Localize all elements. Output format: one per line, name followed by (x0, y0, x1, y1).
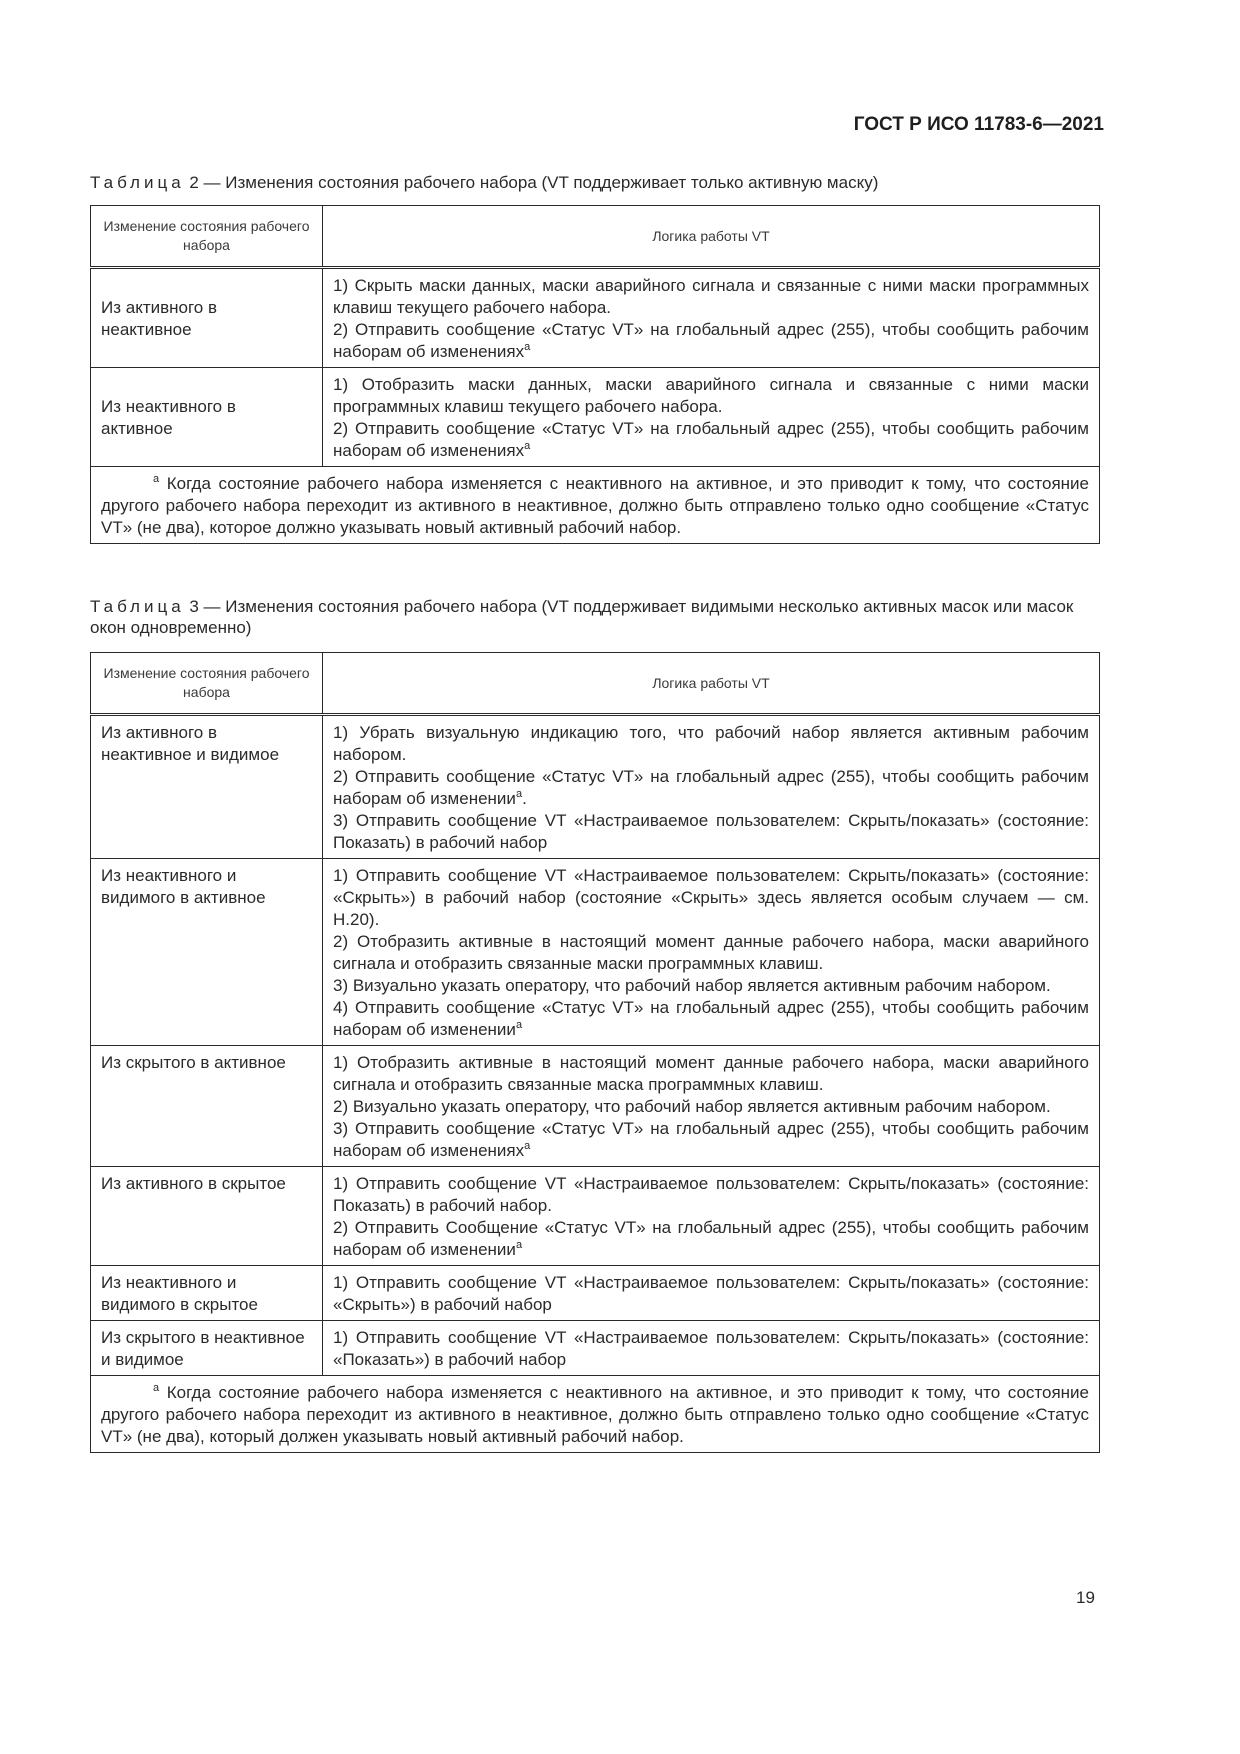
logic-cell (323, 1046, 1100, 1167)
table2-col2-header: Логика работы VT (323, 206, 1100, 268)
logic-cell (323, 715, 1100, 859)
logic-step: 1) Отправить сообщение VT «Настраиваемое пользователем: Скрыть/показать» (состояние: «Скрыть») в рабочий набор (состояние «Скрыть» здесь является особым случаем — см. Н.20). (333, 866, 1089, 929)
logic-step: 1) Отправить сообщение VT «Настраиваемое пользователем: Скрыть/показать» (состояние: «Показать») в рабочий набор (333, 1328, 1089, 1369)
footnote-marker: a (153, 1382, 160, 1394)
table3-caption-word: Таблица (90, 597, 185, 616)
table2-caption-text: 2 — Изменения состояния рабочего набора (VT поддерживает только активную маску) (184, 173, 879, 192)
table-row (91, 715, 1100, 859)
logic-step: 3) Визуально указать оператору, что рабочий набор является активным рабочим набором. (333, 976, 1051, 995)
logic-step: 2) Отправить сообщение «Статус VT» на глобальный адрес (255), чтобы сообщить рабочим наборам об изменении$^a$. (333, 767, 1089, 808)
table3-caption-text: 3 — Изменения состояния рабочего набора (VT поддерживает видимыми несколько активных масок или масок окон одновременно) (90, 597, 1074, 637)
logic-cell (323, 1321, 1100, 1376)
footnote-marker: a (515, 788, 523, 800)
document-code: ГОСТ Р ИСО 11783-6—2021 (853, 114, 1104, 135)
logic-cell (323, 268, 1100, 368)
logic-cell (323, 368, 1100, 467)
table2-footnote-row (91, 467, 1100, 544)
state-cell: Из неактивного и видимого в активное (91, 859, 323, 1046)
table-row (91, 268, 1100, 368)
table2-caption-word: Таблица (90, 173, 185, 192)
footnote-marker: a (524, 440, 531, 452)
logic-step: 2) Отобразить активные в настоящий момент данные рабочего набора, маски аварийного сигнала и отобразить связанные маски программных клавиш. (333, 932, 1089, 973)
table3-footnote-row (91, 1376, 1100, 1453)
logic-step: 1) Отправить сообщение VT «Настраиваемое пользователем: Скрыть/показать» (состояние: Показать) в рабочий набор. (333, 1174, 1089, 1215)
table-row (91, 1321, 1100, 1376)
table3 (90, 652, 1100, 1453)
logic-step: 1) Убрать визуальную индикацию того, что рабочий набор является активным рабочим набором. (333, 723, 1089, 764)
logic-step: 2) Визуально указать оператору, что рабочий набор является активным рабочим набором. (333, 1097, 1051, 1116)
state-cell: Из активного в неактивное (91, 268, 323, 368)
table-row (91, 368, 1100, 467)
logic-step: 3) Отправить сообщение «Статус VT» на глобальный адрес (255), чтобы сообщить рабочим наборам об изменениях$^a$ (333, 1119, 1089, 1160)
footnote-marker: a (153, 473, 160, 485)
table2-header-row (91, 206, 1100, 268)
table2-col1-header: Изменение состояния рабочего набора (91, 206, 323, 268)
state-cell: Из скрытого в активное (91, 1046, 323, 1167)
footnote-marker: a (515, 1239, 523, 1251)
table3-caption (90, 596, 1100, 638)
logic-step: 1) Отправить сообщение VT «Настраиваемое пользователем: Скрыть/показать» (состояние: «Скрыть») в рабочий набор (333, 1273, 1089, 1314)
footnote-marker: a (524, 1140, 531, 1152)
logic-step: 2) Отправить сообщение «Статус VT» на глобальный адрес (255), чтобы сообщить рабочим наборам об изменениях$^a$ (333, 320, 1089, 361)
logic-cell (323, 1167, 1100, 1266)
table3-col1-header: Изменение состояния рабочего набора (91, 653, 323, 715)
logic-cell (323, 859, 1100, 1046)
logic-cell (323, 1266, 1100, 1321)
logic-step: 3) Отправить сообщение VT «Настраиваемое пользователем: Скрыть/показать» (состояние: Показать) в рабочий набор (333, 811, 1089, 852)
state-cell: Из активного в неактивное и видимое (91, 715, 323, 859)
state-cell: Из неактивного в активное (91, 368, 323, 467)
footnote-marker: a (515, 1019, 523, 1031)
logic-step: 1) Отобразить маски данных, маски аварийного сигнала и связанные с ними маски программных клавиш текущего рабочего набора. (333, 375, 1089, 416)
page-number: 19 (1076, 1588, 1095, 1607)
footnote-marker: a (524, 341, 531, 353)
state-cell: Из неактивного и видимого в скрытое (91, 1266, 323, 1321)
logic-step: 2) Отправить сообщение «Статус VT» на глобальный адрес (255), чтобы сообщить рабочим наборам об изменениях$^a$ (333, 419, 1089, 460)
table3-col2-header: Логика работы VT (323, 653, 1100, 715)
logic-step: 4) Отправить сообщение «Статус VT» на глобальный адрес (255), чтобы сообщить рабочим наборам об изменении$^a$ (333, 998, 1089, 1039)
state-cell: Из скрытого в неактивное и видимое (91, 1321, 323, 1376)
logic-step: 2) Отправить Сообщение «Статус VT» на глобальный адрес (255), чтобы сообщить рабочим наборам об изменении$^a$ (333, 1218, 1089, 1259)
table-row (91, 859, 1100, 1046)
table2 (90, 205, 1100, 544)
table-row (91, 1167, 1100, 1266)
logic-step: 1) Отобразить активные в настоящий момент данные рабочего набора, маски аварийного сигнала и отобразить связанные маска программных клавиш. (333, 1053, 1089, 1094)
table2-caption (90, 172, 1100, 193)
table-row (91, 1046, 1100, 1167)
table3-footnote: $^a$ Когда состояние рабочего набора изменяется с неактивного на активное, и это приводит к тому, что состояние другого рабочего набора переходит из активного в неактивное, должно быть отправлено только одно сообщение «Статус VT» (не два), который должен указывать новый активный рабочий набор. (91, 1376, 1100, 1453)
table-row (91, 1266, 1100, 1321)
table3-header-row (91, 653, 1100, 715)
table2-footnote: $^a$ Когда состояние рабочего набора изменяется с неактивного на активное, и это приводит к тому, что состояние другого рабочего набора переходит из активного в неактивное, должно быть отправлено только одно сообщение «Статус VT» (не два), которое должно указывать новый активный рабочий набор. (91, 467, 1100, 544)
logic-step: 1) Скрыть маски данных, маски аварийного сигнала и связанные с ними маски программных клавиш текущего рабочего набора. (333, 276, 1089, 317)
state-cell: Из активного в скрытое (91, 1167, 323, 1266)
